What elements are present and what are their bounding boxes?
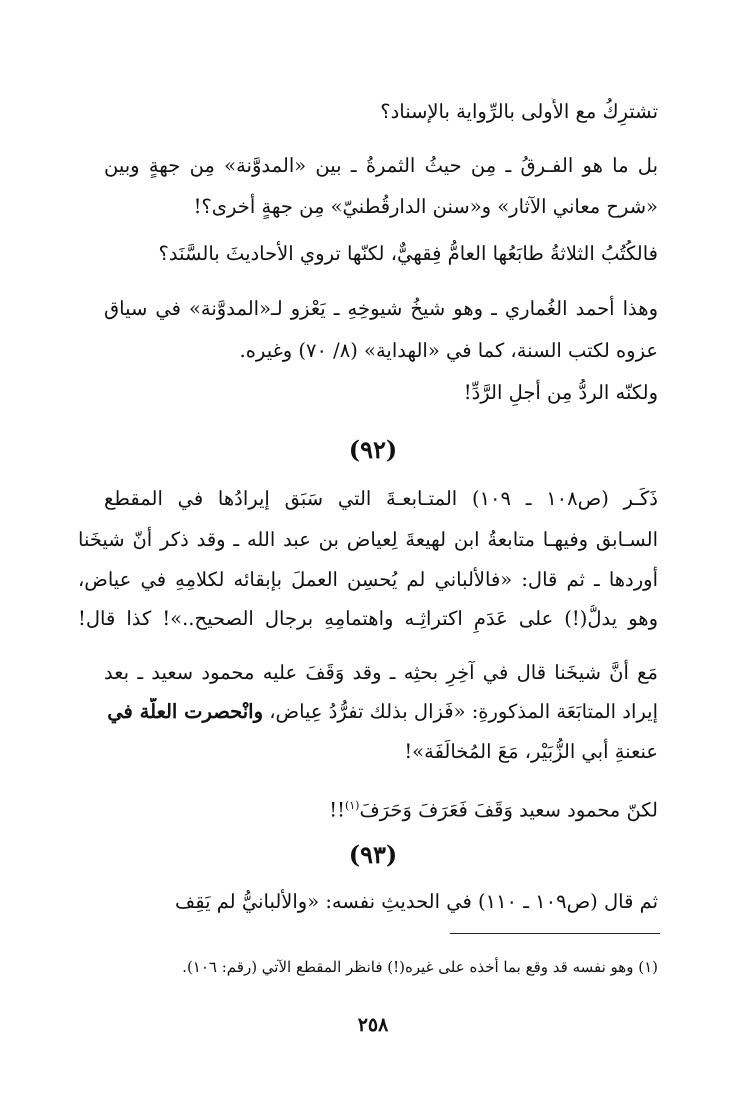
page-number: ٢٥٨ xyxy=(357,1014,389,1036)
footnote: (١) وهو نفسه قد وقع بما أخذه على غيره(!) فانظر المقطع الآتي (رقم: ١٠٦). xyxy=(182,958,658,976)
footnote-marker: (١) xyxy=(344,799,360,812)
text-line: ولكنّه الردُّ مِن أجلِ الرَّدِّ! xyxy=(463,381,658,404)
bold-phrase: وانْحصرت العلّة في xyxy=(107,700,264,723)
section-heading-92: (٩٢) xyxy=(348,435,398,464)
text-line xyxy=(78,698,658,726)
text-line: ذَكَـر (ص١٠٨ ـ ١٠٩) المتـابعـةَ التي سَبَق إيرادُها في المقطع xyxy=(104,487,658,510)
text-line: أوردها ـ ثم قال: «فالألباني لم يُحسِن العملَ بإبقائه لكلامِهِ في عياض، xyxy=(78,568,658,591)
text-line: وهو يدلُّ(!) على عَدَمِ اكتراثِـه واهتمامِهِ برجال الصحيح..»! كذا قال! xyxy=(78,607,658,630)
text-line: السـابق وفيهـا متابعةُ ابن لهيعةَ لِعياض بن عبد الله ـ وقد ذكر أنّ شيخَنا xyxy=(78,528,658,551)
text-segment: !! xyxy=(329,798,345,822)
text-line: تشترِكُ مع الأُولى بالرِّواية بالإسناد؟ xyxy=(380,100,658,123)
text-line: مَع أنَّ شيخَنا قال في آخِرِ بحثِه ـ وقد وَقَفَ عليه محمود سعيد ـ بعد xyxy=(104,661,658,684)
text-line: «شرح معاني الآثار» و«سنن الدارقُطنيّ» مِن جهةٍ أخرى؟! xyxy=(193,195,658,218)
text-line: فالكُتُبُ الثلاثةُ طابَعُها العامُّ فِقهيٌّ، لكنّها تروي الأحاديثَ بالسَّنَد؟ xyxy=(158,242,658,265)
text-segment: إيراد المتابَعَة المذكورةِ: «فَزال بذلك تفرُّدُ عِياض، xyxy=(269,700,658,723)
text-segment: لكنّ محمود سعيد وَقَفَ فَعَرَفَ وَحَرَفَ xyxy=(359,798,658,822)
text-line xyxy=(104,792,658,825)
footnote-separator xyxy=(450,933,660,934)
text-line: وهذا أحمد الغُماري ـ وهو شيخُ شيوخِهِ ـ يَعْزو لـ«المدوَّنة» في سياق xyxy=(104,297,658,320)
section-heading-93: (٩٣) xyxy=(348,840,398,869)
text-line: بل ما هو الفـرقُ ـ مِن حيثُ الثمرةُ ـ بين «المدوَّنة» مِن جهةٍ وبين xyxy=(104,154,658,177)
text-line: عنعنةِ أبي الزُّبَيْر، مَعَ المُخالَفَة»! xyxy=(404,740,658,763)
text-line: عزوه لكتب السنة، كما في «الهداية» (٨/ ٧٠) وغيره. xyxy=(239,339,658,362)
text-line: ثم قال (ص١٠٩ ـ ١١٠) في الحديثِ نفسه: «والألبانيُّ لم يَقِف xyxy=(175,890,658,913)
